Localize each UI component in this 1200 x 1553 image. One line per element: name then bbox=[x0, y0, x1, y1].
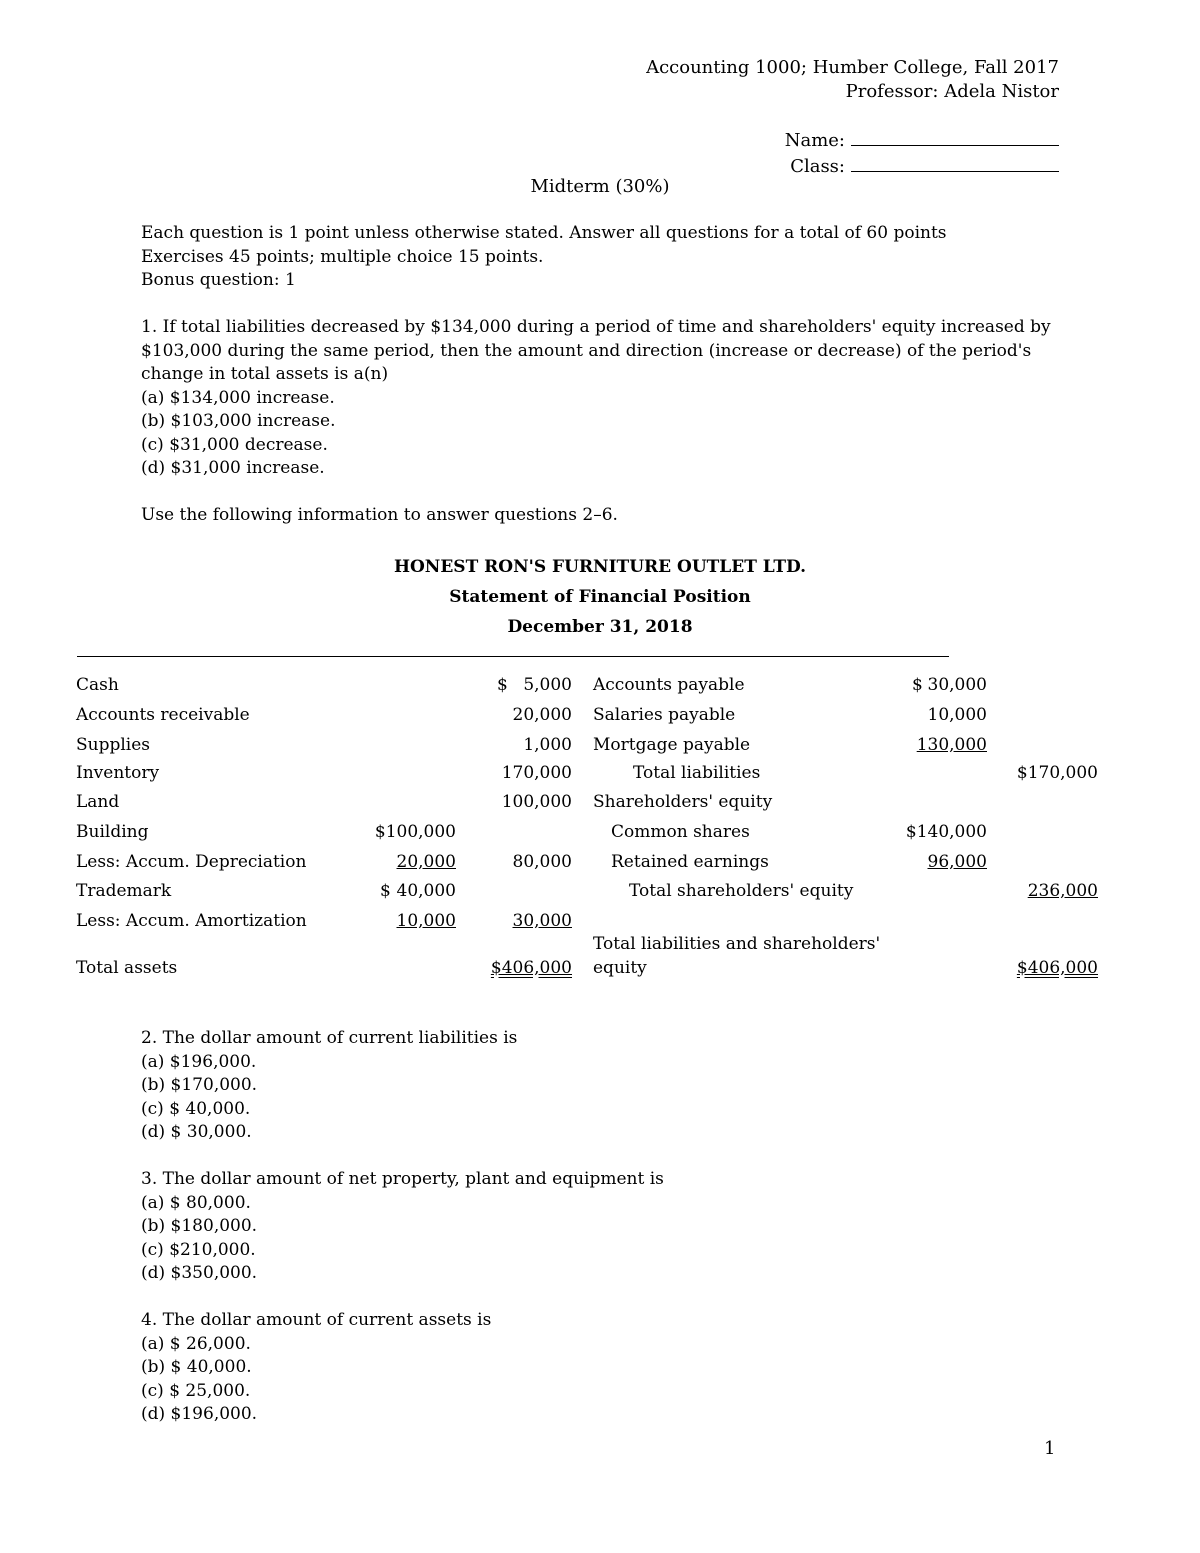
class-label: Class: bbox=[790, 156, 845, 177]
option-b: (b) $ 40,000. bbox=[141, 1357, 252, 1377]
accum-amort-label: Less: Accum. Amortization bbox=[76, 911, 307, 931]
option-c: (c) $ 25,000. bbox=[141, 1380, 251, 1401]
supplies-amount: 1,000 bbox=[523, 735, 572, 755]
common-shares-amount: $140,000 bbox=[905, 822, 987, 842]
ap-amount: 30,000 bbox=[927, 675, 987, 695]
cash-amount: 5,000 bbox=[523, 675, 572, 695]
grand-total-amount: $406,000 bbox=[1016, 958, 1098, 978]
class-blank[interactable] bbox=[851, 153, 1059, 172]
company-name: HONEST RON'S FURNITURE OUTLET LTD. bbox=[393, 557, 807, 577]
option-b: (b) $170,000. bbox=[141, 1075, 258, 1095]
instruction-line: Exercises 45 points; multiple choice 15 points. bbox=[141, 246, 544, 267]
option-d: (d) $350,000. bbox=[141, 1263, 258, 1283]
instruction-line: Each question is 1 point unless otherwise stated. Answer all questions for a total of 60 points bbox=[141, 223, 947, 243]
ap-dollar: $ bbox=[912, 675, 923, 695]
cash-label: Cash bbox=[76, 675, 119, 695]
statement-name: Statement of Financial Position bbox=[449, 587, 751, 607]
option-b: (b) $103,000 increase. bbox=[141, 411, 336, 431]
trademark-gross: 40,000 bbox=[396, 881, 456, 901]
total-equity-label: Total shareholders' equity bbox=[629, 881, 854, 901]
use-info-note: Use the following information to answer questions 2–6. bbox=[141, 505, 618, 525]
ap-label: Accounts payable bbox=[593, 675, 745, 695]
option-a: (a) $196,000. bbox=[141, 1051, 257, 1072]
retained-earnings-label: Retained earnings bbox=[611, 852, 769, 872]
equity-header: Shareholders' equity bbox=[593, 792, 773, 812]
land-amount: 100,000 bbox=[501, 792, 572, 812]
professor-line: Professor: Adela Nistor bbox=[845, 81, 1059, 102]
question-3 bbox=[141, 1168, 1061, 1286]
mortgage-label: Mortgage payable bbox=[593, 735, 751, 755]
retained-earnings-amount: 96,000 bbox=[927, 852, 987, 872]
total-liabilities-label: Total liabilities bbox=[633, 763, 761, 783]
name-blank[interactable] bbox=[851, 127, 1059, 146]
trademark-net: 30,000 bbox=[512, 911, 572, 931]
salaries-amount: 10,000 bbox=[927, 705, 987, 725]
common-shares-label: Common shares bbox=[611, 822, 750, 842]
page-number: 1 bbox=[1044, 1438, 1056, 1459]
building-gross: $100,000 bbox=[374, 822, 456, 842]
question-stem: 1. If total liabilities decreased by $134,000 during a period of time and shareholders' equity increased by $103,000 during the same period, then the amount and direction (increase or decrease) of the period's change in total assets is a(n) bbox=[141, 317, 1051, 384]
accum-amort-amount: 10,000 bbox=[396, 911, 456, 931]
ar-amount: 20,000 bbox=[512, 705, 572, 725]
option-c: (c) $31,000 decrease. bbox=[141, 434, 328, 455]
mortgage-amount: 130,000 bbox=[916, 735, 987, 755]
instructions bbox=[141, 222, 1061, 293]
course-header bbox=[646, 56, 1059, 104]
option-c: (c) $210,000. bbox=[141, 1239, 256, 1260]
instruction-line: Bonus question: 1 bbox=[141, 270, 296, 290]
salaries-label: Salaries payable bbox=[593, 705, 736, 725]
supplies-label: Supplies bbox=[76, 735, 151, 755]
name-field[interactable] bbox=[785, 127, 1059, 153]
course-line: Accounting 1000; Humber College, Fall 2017 bbox=[646, 57, 1059, 78]
trademark-dollar: $ bbox=[380, 881, 391, 901]
building-net: 80,000 bbox=[512, 852, 572, 872]
trademark-label: Trademark bbox=[76, 881, 172, 901]
total-equity-amount: 236,000 bbox=[1027, 881, 1098, 901]
total-assets-label: Total assets bbox=[76, 958, 178, 978]
cash-dollar: $ bbox=[497, 675, 508, 695]
question-2 bbox=[141, 1027, 1061, 1145]
divider bbox=[77, 656, 949, 657]
accum-dep-amount: 20,000 bbox=[396, 852, 456, 872]
land-label: Land bbox=[76, 792, 120, 812]
option-b: (b) $180,000. bbox=[141, 1216, 258, 1236]
option-d: (d) $196,000. bbox=[141, 1404, 258, 1424]
option-d: (d) $ 30,000. bbox=[141, 1122, 252, 1142]
grand-total-label-line2: equity bbox=[593, 958, 647, 978]
total-liabilities-amount: $170,000 bbox=[1016, 763, 1098, 783]
option-a: (a) $ 80,000. bbox=[141, 1192, 251, 1213]
statement-date: December 31, 2018 bbox=[507, 617, 693, 637]
question-1 bbox=[141, 316, 1061, 481]
option-d: (d) $31,000 increase. bbox=[141, 458, 325, 478]
option-a: (a) $134,000 increase. bbox=[141, 387, 335, 408]
option-a: (a) $ 26,000. bbox=[141, 1333, 251, 1354]
option-c: (c) $ 40,000. bbox=[141, 1098, 251, 1119]
student-info bbox=[785, 127, 1059, 179]
grand-total-label-line1: Total liabilities and shareholders' bbox=[593, 934, 881, 954]
question-stem: 4. The dollar amount of current assets is bbox=[141, 1310, 492, 1330]
accum-dep-label: Less: Accum. Depreciation bbox=[76, 852, 307, 872]
ar-label: Accounts receivable bbox=[76, 705, 250, 725]
question-stem: 2. The dollar amount of current liabilities is bbox=[141, 1028, 518, 1048]
name-label: Name: bbox=[784, 130, 845, 151]
building-label: Building bbox=[76, 822, 149, 842]
inventory-amount: 170,000 bbox=[501, 763, 572, 783]
question-stem: 3. The dollar amount of net property, plant and equipment is bbox=[141, 1169, 664, 1189]
question-4 bbox=[141, 1309, 1061, 1427]
total-assets-amount: $406,000 bbox=[490, 958, 572, 978]
inventory-label: Inventory bbox=[76, 763, 160, 783]
exam-title: Midterm (30%) bbox=[530, 176, 670, 197]
